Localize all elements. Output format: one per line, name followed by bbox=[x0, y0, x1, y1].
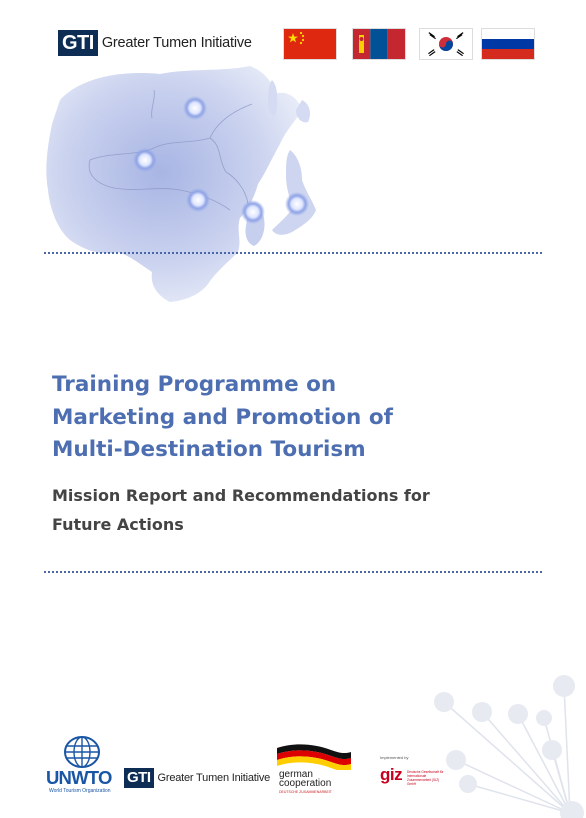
subtitle-line-1: Mission Report and Recommendations for bbox=[52, 486, 430, 505]
dotted-divider-top bbox=[44, 252, 542, 254]
giz-description: Deutsche Gesellschaft für Internationale Zusammenarbeit (GIZ) GmbH bbox=[407, 770, 444, 786]
gti-footer-text: Greater Tumen Initiative bbox=[157, 772, 271, 784]
german-cooperation-text bbox=[279, 770, 331, 788]
giz-logo bbox=[380, 755, 450, 795]
unwto-subtext: World Tourism Organization bbox=[49, 788, 111, 794]
gti-logo-mark: GTI bbox=[58, 30, 98, 56]
title-line-1: Training Programme on bbox=[52, 372, 337, 397]
giz-implemented-by: Implemented by bbox=[380, 755, 409, 760]
mongolia-flag-icon bbox=[353, 29, 405, 59]
gti-logo bbox=[58, 30, 252, 56]
report-subtitle bbox=[52, 481, 492, 539]
german-cooperation-subtext: DEUTSCHE ZUSAMMENARBEIT bbox=[279, 790, 332, 794]
unwto-wordmark: UNWTO bbox=[46, 767, 112, 788]
title-line-2: Marketing and Promotion of bbox=[52, 404, 393, 430]
northeast-asia-map-icon bbox=[40, 60, 370, 310]
gti-footer-logo bbox=[124, 768, 270, 788]
report-title bbox=[52, 369, 492, 467]
globe-icon bbox=[62, 736, 102, 768]
german-cooperation-logo bbox=[275, 742, 355, 796]
decorative-network-icon bbox=[420, 668, 586, 818]
gti-footer-mark: GTI bbox=[124, 768, 154, 788]
china-flag-icon bbox=[284, 29, 336, 59]
german-line-1: german bbox=[279, 769, 313, 780]
subtitle-line-2: Future Actions bbox=[52, 515, 184, 534]
title-line-3: Multi-Destination Tourism bbox=[52, 437, 366, 462]
unwto-logo bbox=[46, 736, 118, 796]
russia-flag-icon bbox=[482, 29, 534, 59]
german-line-2: cooperation bbox=[279, 778, 332, 789]
korea-flag-icon bbox=[420, 29, 472, 59]
dotted-divider-bottom bbox=[44, 571, 542, 573]
giz-wordmark: giz bbox=[380, 765, 403, 784]
gti-logo-text: Greater Tumen Initiative bbox=[101, 35, 252, 51]
german-flag-wave-icon bbox=[275, 742, 353, 770]
